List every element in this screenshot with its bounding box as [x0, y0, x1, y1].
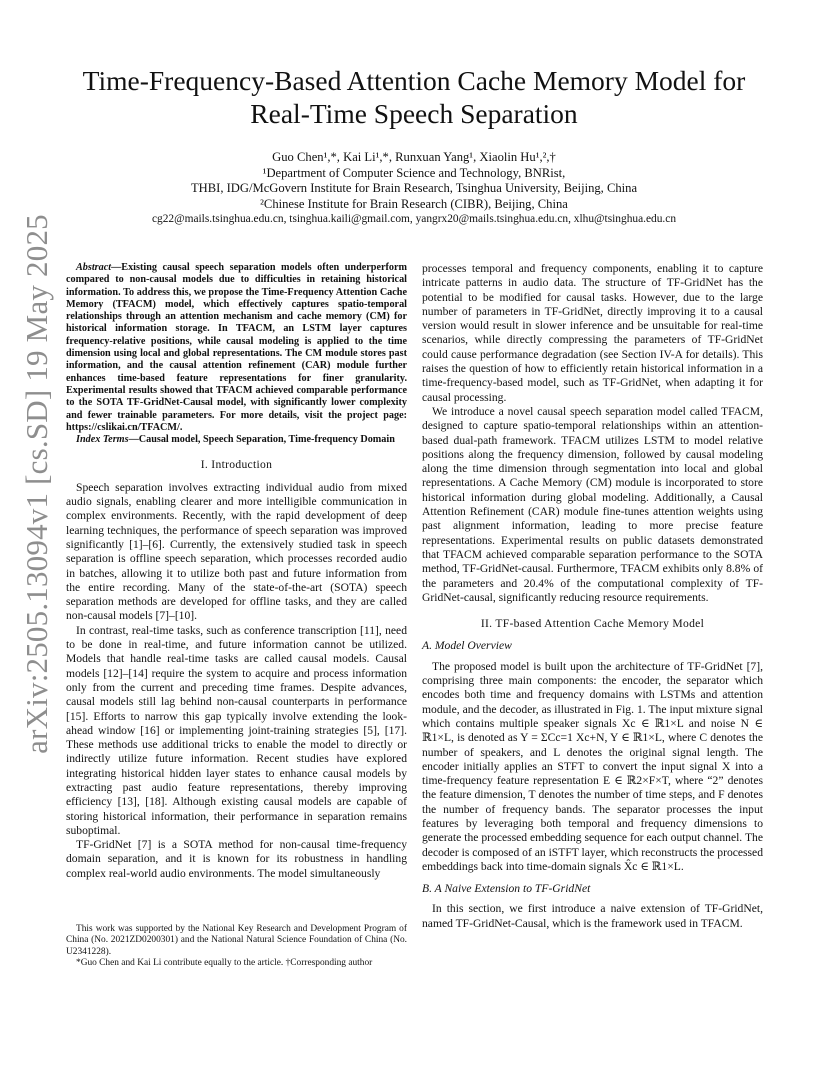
footnote-funding: This work was supported by the National Key Research and Development Program of China (No. 2021ZD0200301) and the National Natural Science Foundation of China (No. U2341228).: [66, 924, 407, 957]
abstract-text: —Existing causal speech separation models often underperform compared to non-causal models due to difficulties in retaining historical information. To address this, we propose the Time-Frequency Attention Cache Memory (TFACM) model, which effectively captures spatio-temporal relationships through an attention mechanism and cache memory (CM) for historical information storage. In TFACM, an LSTM layer captures frequency-relative positions, while causal modeling is applied to the time dimension using local and global representations. The CM module stores past information, and the causal attention refinement (CAR) module further enhances time-based feature representations for finer granularity. Experimental results showed that TFACM achieved comparable performance to the SOTA TF-GridNet-Causal model, with significantly lower complexity and fewer trainable parameters. For more details, visit the project page: https://cslikai.cn/TFACM/.: [66, 262, 407, 433]
arxiv-identifier: [2, 214, 72, 754]
affiliation-1: ¹Department of Computer Science and Technology, BNRist,: [262, 165, 566, 180]
abstract: [66, 262, 407, 446]
right-paragraph-2: We introduce a novel causal speech separation model called TFACM, designed to capture spatio-temporal relationships within an attention-based dual-path framework. TFACM utilizes LSTM to model relative positions along the frequency dimension, followed by causal modeling along the time dimension through segmentation into local and global representations. A Cache Memory (CM) module is incorporated to store historical information during global modeling. Additionally, a Causal Attention Refinement (CAR) module fine-tunes attention weights using past alignment information, leading to more precise feature representations. Experimental results on public datasets demonstrated that TFACM achieved comparable separation performance to the SOTA method, TF-GridNet-causal. Furthermore, TFACM exhibits only 8.8% of the parameters and 20.4% of the computational complexity of TF-GridNet-causal, significantly reducing resource requirements.: [422, 404, 763, 604]
right-paragraph-1: processes temporal and frequency components, enabling it to capture intricate patterns in audio data. The structure of TF-GridNet has the potential to be modified for causal tasks. However, due to the large number of parameters in TF-GridNet, directly improving it to a causal version would result in slower inference and be unsuitable for real-time scenarios, while directly compressing the parameters of TF-GridNet could cause performance degradation (see Section IV-A for details). This raises the question of how to efficiently retain historical information in a time-frequency-based model, such as TF-GridNet, when adapting it for causal processing.: [422, 262, 763, 404]
affiliation-2: ²Chinese Institute for Brain Research (CIBR), Beijing, China: [260, 196, 568, 211]
affiliation-1-continued: THBI, IDG/McGovern Institute for Brain Research, Tsinghua University, Beijing, China: [190, 181, 638, 196]
abstract-paragraph: [66, 262, 407, 434]
naive-extension-paragraph: In this section, we first introduce a naive extension of TF-GridNet, named TF-GridNet-Causal, which is the framework used in TFACM.: [422, 902, 763, 930]
index-terms: [66, 434, 407, 446]
section-2-title: II. TF-based Attention Cache Memory Model: [480, 617, 705, 631]
paper-title-line-2: Real-Time Speech Separation: [250, 98, 578, 129]
author-names: Guo Chen¹,*, Kai Li¹,*, Runxuan Yang¹, Xiaolin Hu¹,²,†: [272, 150, 556, 164]
author-emails: cg22@mails.tsinghua.edu.cn, tsinghua.kaili@gmail.com, yangrx20@mails.tsinghua.edu.cn, xlhu@tsinghua.edu.cn: [151, 213, 677, 226]
footnote-authors: *Guo Chen and Kai Li contribute equally to the article. †Corresponding author: [76, 958, 373, 969]
index-terms-label: Index Terms: [76, 434, 129, 446]
index-terms-text: —Causal model, Speech Separation, Time-frequency Domain: [128, 434, 395, 446]
paper-title: [60, 64, 768, 130]
footnotes: [66, 924, 407, 970]
arxiv-identifier-text: arXiv:2505.13094v1 [cs.SD] 19 May 2025: [19, 214, 54, 754]
paper-title-line-1: Time-Frequency-Based Attention Cache Memory Model for: [82, 65, 746, 96]
right-column: [422, 262, 763, 931]
author-block: [60, 150, 768, 228]
intro-paragraph-2: In contrast, real-time tasks, such as conference transcription [11], need to be done in real-time, and future information cannot be utilized. Models that handle real-time tasks are called causal models. Causal models [12]–[14] require the system to acquire and process information only from the current and preceding time frames. Despite advances, causal models still lag behind non-causal counterparts in performance [15]. Efforts to narrow this gap typically involve extending the look-ahead window [16] or implementing joint-training strategies [5], [17]. These methods use additional tricks to enable the model to directly or indirectly utilize future information. Recent studies have explored integrating historical hidden layer states to enhance causal models by extracting past audio feature representations, thereby improving efficiency [13], [18]. Although existing causal models are capable of storing historical information, their performance in separation remains suboptimal.: [66, 623, 407, 837]
abstract-label: Abstract: [76, 262, 112, 273]
subsection-b-title: B. A Naive Extension to TF-GridNet: [422, 882, 591, 896]
intro-paragraph-1: Speech separation involves extracting individual audio from mixed audio signals, enabling clearer and more intelligible communication in complex environments. Recently, with the rapid development of deep learning techniques, the performance of speech separation was improved significantly [1]–[6]. Currently, the extensively studied task in speech separation is offline speech separation, which processes recorded audio in batches, allowing it to utilize both past and future information from the entire recording. Many of the state-of-the-art (SOTA) speech separation methods are developed for offline tasks, and they are called non-causal models [7]–[10].: [66, 480, 407, 623]
model-overview-paragraph: The proposed model is built upon the architecture of TF-GridNet [7], comprising three main components: the encoder, the separator which encodes both time and frequency domains with LSTMs and attention module, and the decoder, as illustrated in Fig. 1. The input mixture signal which contains multiple speaker signals Xc ∈ ℝ1×L and noise N ∈ ℝ1×L, is denoted as Y = ΣCc=1 Xc+N, Y ∈ ℝ1×L, where C denotes the number of speakers, and L denotes the original signal length. The encoder initially applies an STFT to convert the input signal X into a time-frequency feature representation E ∈ ℝ2×F×T, where “2” denotes the feature dimension, T denotes the number of time steps, and F denotes the number of frequency bands. The separator processes the input features by leveraging both temporal and frequency dimensions to generate the processed embedding sequence for each output channel. The decoder is composed of an iSTFT layer, which reconstructs the processed embeddings back into time-domain signals X̂c ∈ ℝ1×L.: [422, 659, 763, 873]
section-introduction-title: I. Introduction: [200, 458, 273, 472]
left-column: [66, 262, 407, 881]
subsection-a-title: A. Model Overview: [422, 639, 512, 653]
intro-paragraph-3: TF-GridNet [7] is a SOTA method for non-causal time-frequency domain separation, and it is known for its robustness in handling complex real-world audio environments. The model simultaneously: [66, 838, 407, 880]
